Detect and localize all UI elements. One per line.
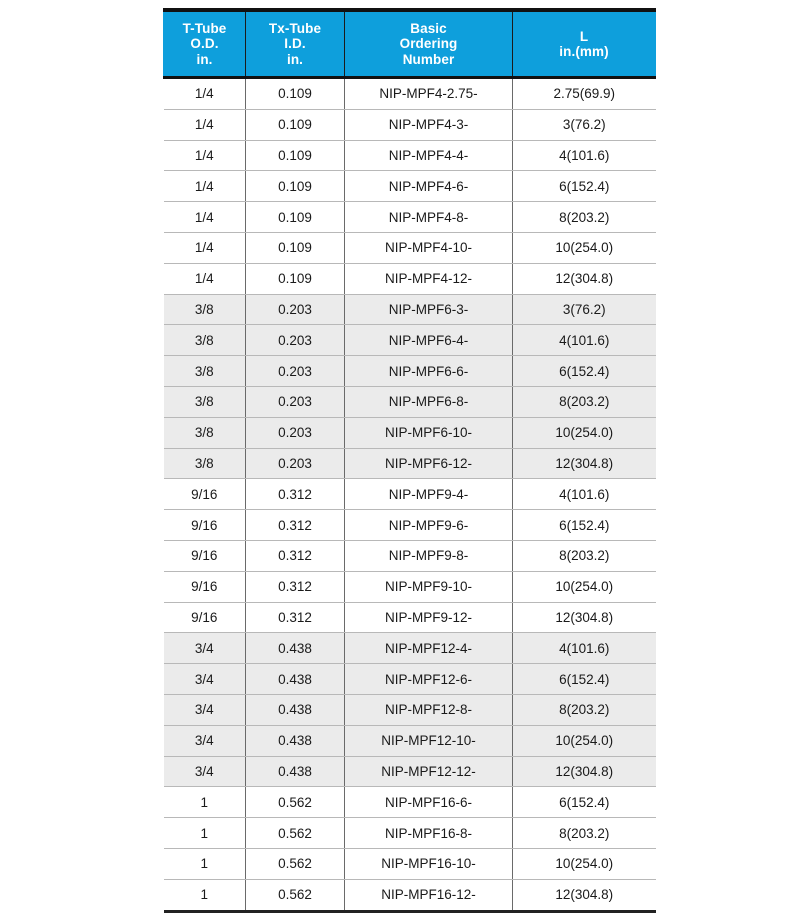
cell-id: 0.438 [246,756,345,787]
cell-id: 0.562 [246,879,345,911]
cell-id: 0.109 [246,140,345,171]
cell-bon: NIP-MPF12-4- [345,633,513,664]
column-header-od-line-2: O.D. [190,36,219,52]
cell-id: 0.203 [246,294,345,325]
cell-bon: NIP-MPF9-10- [345,571,513,602]
cell-id: 0.203 [246,386,345,417]
cell-bon: NIP-MPF4-10- [345,232,513,263]
cell-id: 0.109 [246,232,345,263]
cell-len: 4(101.6) [513,140,656,171]
cell-len: 12(304.8) [513,448,656,479]
cell-id: 0.109 [246,78,345,110]
cell-id: 0.438 [246,633,345,664]
cell-id: 0.109 [246,171,345,202]
cell-od: 3/4 [164,756,246,787]
cell-len: 12(304.8) [513,602,656,633]
table-row [164,602,656,633]
cell-bon: NIP-MPF6-10- [345,417,513,448]
cell-id: 0.562 [246,787,345,818]
cell-len: 3(76.2) [513,109,656,140]
column-header-len [513,10,656,78]
table-row [164,664,656,695]
cell-bon: NIP-MPF16-8- [345,818,513,849]
table-header [164,10,656,78]
table-row [164,78,656,110]
cell-id: 0.438 [246,725,345,756]
table-row [164,171,656,202]
column-header-id-line-3: in. [286,51,304,67]
table-row [164,325,656,356]
table-row [164,848,656,879]
cell-id: 0.438 [246,694,345,725]
column-header-bon-line-2: Ordering [399,36,458,52]
cell-od: 9/16 [164,510,246,541]
cell-bon: NIP-MPF9-12- [345,602,513,633]
column-header-od [164,10,246,78]
cell-od: 3/4 [164,694,246,725]
cell-len: 4(101.6) [513,633,656,664]
cell-id: 0.438 [246,664,345,695]
table-row [164,202,656,233]
cell-bon: NIP-MPF4-3- [345,109,513,140]
cell-bon: NIP-MPF4-8- [345,202,513,233]
cell-len: 8(203.2) [513,202,656,233]
cell-len: 10(254.0) [513,848,656,879]
table-row [164,818,656,849]
cell-od: 1/4 [164,109,246,140]
column-header-len-line-2: in.(mm) [559,44,609,59]
cell-id: 0.109 [246,263,345,294]
table-row [164,263,656,294]
cell-od: 3/4 [164,725,246,756]
table-row [164,232,656,263]
cell-od: 3/8 [164,325,246,356]
table-row [164,510,656,541]
table-row [164,787,656,818]
table-row [164,109,656,140]
cell-len: 8(203.2) [513,540,656,571]
cell-bon: NIP-MPF6-6- [345,356,513,387]
cell-len: 8(203.2) [513,386,656,417]
cell-od: 3/8 [164,448,246,479]
cell-id: 0.203 [246,325,345,356]
cell-od: 1/4 [164,140,246,171]
cell-bon: NIP-MPF6-8- [345,386,513,417]
cell-len: 8(203.2) [513,694,656,725]
cell-bon: NIP-MPF9-8- [345,540,513,571]
cell-bon: NIP-MPF4-12- [345,263,513,294]
cell-bon: NIP-MPF16-12- [345,879,513,911]
header-row [164,10,656,78]
cell-od: 1 [164,818,246,849]
cell-bon: NIP-MPF6-3- [345,294,513,325]
cell-od: 3/8 [164,294,246,325]
cell-bon: NIP-MPF12-8- [345,694,513,725]
table-row [164,356,656,387]
cell-od: 1/4 [164,202,246,233]
column-header-id-line-1: Tx-Tube [268,20,322,36]
cell-len: 6(152.4) [513,510,656,541]
cell-od: 1/4 [164,78,246,110]
cell-id: 0.312 [246,540,345,571]
cell-len: 8(203.2) [513,818,656,849]
table-row [164,540,656,571]
cell-len: 2.75(69.9) [513,78,656,110]
cell-len: 6(152.4) [513,664,656,695]
cell-od: 3/8 [164,356,246,387]
cell-od: 1/4 [164,171,246,202]
cell-len: 10(254.0) [513,232,656,263]
cell-len: 6(152.4) [513,356,656,387]
cell-len: 6(152.4) [513,787,656,818]
cell-id: 0.203 [246,417,345,448]
cell-od: 9/16 [164,571,246,602]
cell-od: 3/8 [164,417,246,448]
table-row [164,479,656,510]
cell-od: 1/4 [164,263,246,294]
cell-id: 0.203 [246,356,345,387]
table-row [164,140,656,171]
cell-id: 0.312 [246,571,345,602]
cell-len: 3(76.2) [513,294,656,325]
table-row [164,571,656,602]
cell-od: 3/8 [164,386,246,417]
column-header-bon-line-1: Basic [410,20,447,36]
column-header-od-line-3: in. [196,51,213,67]
cell-od: 1 [164,879,246,911]
column-header-id-line-2: I.D. [284,36,306,52]
cell-len: 4(101.6) [513,479,656,510]
cell-bon: NIP-MPF4-4- [345,140,513,171]
cell-bon: NIP-MPF12-6- [345,664,513,695]
table-row [164,694,656,725]
cell-bon: NIP-MPF6-12- [345,448,513,479]
table-body [164,78,656,912]
cell-len: 12(304.8) [513,263,656,294]
cell-id: 0.562 [246,848,345,879]
cell-bon: NIP-MPF12-12- [345,756,513,787]
column-header-bon-line-3: Number [402,51,455,67]
table-row [164,448,656,479]
cell-od: 9/16 [164,540,246,571]
table-row [164,417,656,448]
spec-table-container [163,8,635,913]
cell-id: 0.109 [246,109,345,140]
column-header-id [246,10,345,78]
column-header-len-line-1: L [579,28,589,44]
cell-bon: NIP-MPF16-6- [345,787,513,818]
cell-len: 10(254.0) [513,725,656,756]
cell-len: 12(304.8) [513,756,656,787]
cell-bon: NIP-MPF16-10- [345,848,513,879]
table-row [164,633,656,664]
cell-od: 3/4 [164,633,246,664]
column-header-od-line-1: T-Tube [182,20,227,36]
cell-id: 0.312 [246,479,345,510]
cell-id: 0.562 [246,818,345,849]
cell-bon: NIP-MPF12-10- [345,725,513,756]
cell-od: 9/16 [164,479,246,510]
table-row [164,386,656,417]
cell-bon: NIP-MPF4-2.75- [345,78,513,110]
cell-len: 4(101.6) [513,325,656,356]
cell-id: 0.109 [246,202,345,233]
tube-fitting-ordering-table [163,8,656,913]
cell-id: 0.312 [246,510,345,541]
cell-od: 1/4 [164,232,246,263]
cell-bon: NIP-MPF4-6- [345,171,513,202]
column-header-bon [345,10,513,78]
cell-id: 0.203 [246,448,345,479]
cell-len: 6(152.4) [513,171,656,202]
cell-od: 1 [164,787,246,818]
cell-len: 12(304.8) [513,879,656,911]
cell-od: 9/16 [164,602,246,633]
cell-len: 10(254.0) [513,417,656,448]
cell-id: 0.312 [246,602,345,633]
cell-od: 1 [164,848,246,879]
cell-bon: NIP-MPF9-6- [345,510,513,541]
cell-bon: NIP-MPF6-4- [345,325,513,356]
cell-bon: NIP-MPF9-4- [345,479,513,510]
table-row [164,879,656,911]
cell-od: 3/4 [164,664,246,695]
cell-len: 10(254.0) [513,571,656,602]
table-row [164,725,656,756]
table-row [164,756,656,787]
table-row [164,294,656,325]
